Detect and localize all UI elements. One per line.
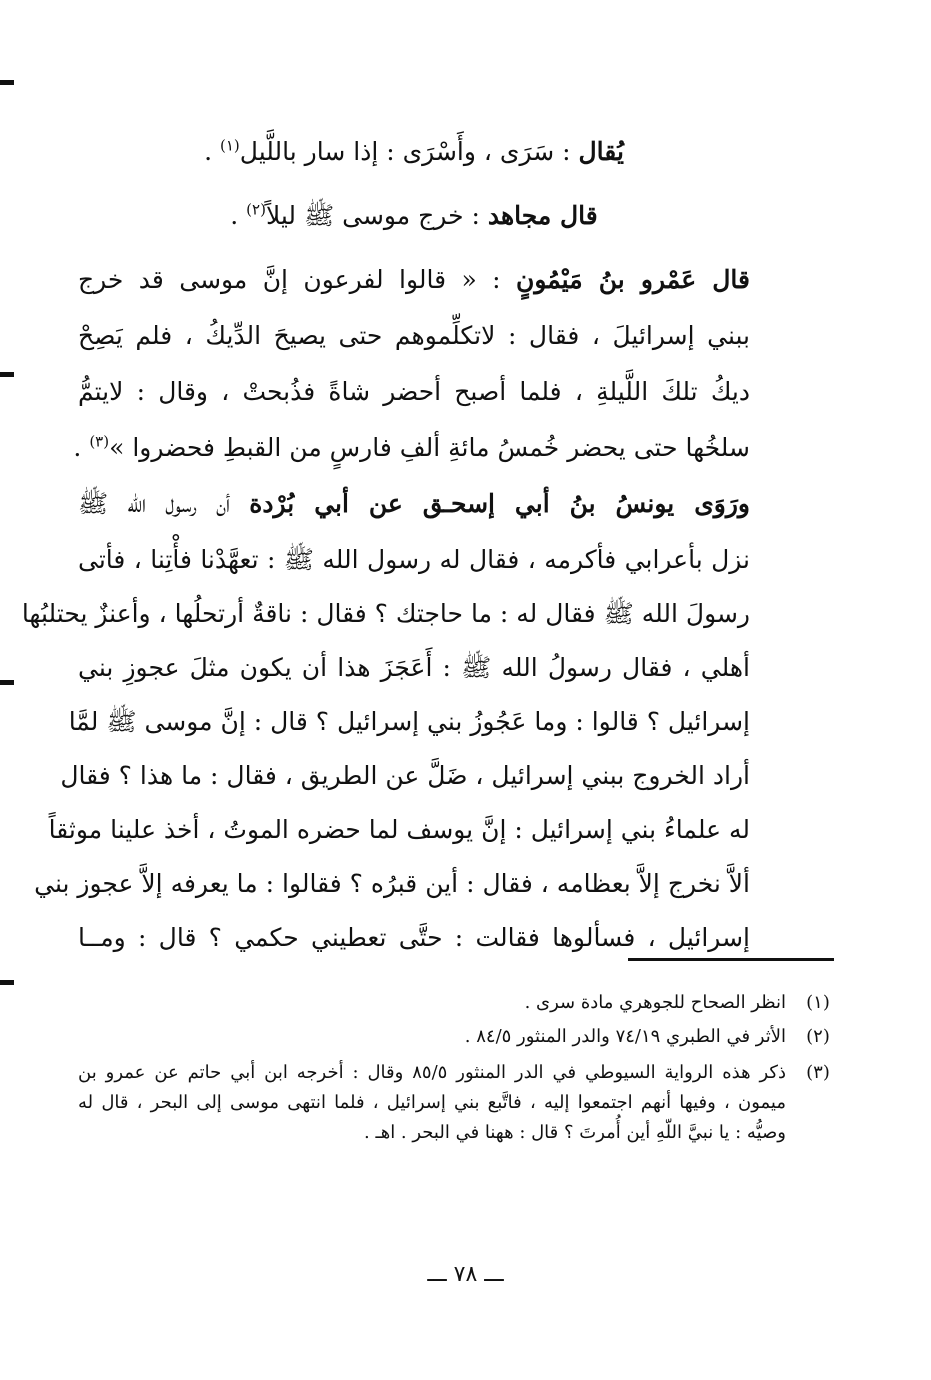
line-text: ديكُ تلكَ اللَّيلةِ ، فلما أصبح أحضر شاةً فذُبحتْ ، وقال : لايتمُّ — [78, 377, 750, 406]
body-line — [78, 918, 750, 958]
footnote-line: الأثر في الطبري ٧٤/١٩ والدر المنثور ٨٤/٥ . — [464, 1026, 786, 1047]
line-text: أن رسول الله ﷺ — [78, 489, 250, 518]
line-text: له علماءُ بني إسرائيل : إنَّ يوسف لما حضره الموتُ ، أخذ علينا موثقاً — [48, 815, 750, 844]
footnote-line: انظر الصحاح للجوهري مادة سرى . — [524, 992, 786, 1013]
footnote-line: ذكر هذه الرواية السيوطي في الدر المنثور ٨٥/٥ وقال : أخرجه ابن أبي حاتم عن عمرو بن — [78, 1062, 786, 1083]
footnote-2 — [78, 1022, 838, 1058]
body-line — [34, 864, 750, 904]
body-line — [78, 648, 750, 688]
footnote-text — [78, 988, 786, 1018]
footnote-text — [78, 1058, 786, 1148]
line-text: إسرائيل ، فسألوها فقالت : حتَّى تعطيني حكمي ؟ قال : ومــا — [78, 923, 750, 952]
footnote-ref: (١) — [220, 136, 240, 155]
footnote-number: (٣) — [806, 1062, 830, 1083]
footnote-1 — [78, 988, 838, 1022]
line-text: : خرج موسى ﷺ ليلاً — [265, 201, 488, 230]
line-bold: يُقال — [578, 137, 624, 166]
body-line — [78, 260, 750, 300]
footnote-line: وصيُّه : يا نبيَّ اللّهِ أين أُمرتَ ؟ قال : ههنا في البحر . اهـ . — [364, 1122, 786, 1143]
line-text: سلخُها حتى يحضر خُمسُ مائةِ ألفِ فارسٍ من القبطِ فحضروا » — [109, 433, 750, 462]
line-text: أهلي ، فقال رسولُ الله ﷺ : أَعَجَزَ هذا أن يكون مثلَ عجوزِ بني — [78, 653, 750, 682]
body-line — [60, 756, 750, 796]
line-text: ببني إسرائيلَ ، فقال : لاتكلِّموهم حتى يصيحَ الدِّيكُ ، فلم يَصِحْ — [78, 321, 750, 350]
footnote-line: ميمون ، وفيها أنهم اجتمعوا إليه ، فاتَّبع بني إسرائيل ، فلما انتهى موسى إلى البحر ، قال له — [78, 1092, 786, 1113]
line-text: رسولَ الله ﷺ فقال له : ما حاجتك ؟ فقال : ناقةٌ أرتحلُها ، وأعنزٌ يحتلبُها — [21, 599, 750, 628]
page-edge-mark — [0, 980, 14, 985]
line-bold: ورَوَى يونسُ بنُ أبي إسحـق عن أبي بُرْدة — [249, 489, 750, 518]
footnotes — [78, 988, 838, 1148]
page-number: ـــ ٧٨ ـــ — [427, 1262, 504, 1287]
body-line — [78, 540, 750, 580]
footnote-ref: (٢) — [246, 200, 266, 219]
footnote-number: (١) — [806, 992, 830, 1013]
line-text: ألاَّ نخرج إلاَّ بعظامه ، فقال : أين قبرُه ؟ فقالوا : ما يعرفه إلاَّ عجوز بني — [34, 869, 750, 898]
page-edge-mark — [0, 80, 14, 85]
line-bold: قال عَمْرو بنُ مَيْمُونٍ — [515, 265, 750, 294]
body-line — [68, 702, 750, 742]
line-text: : سَرَى ، وأَسْرَى : إذا سار باللَّيل — [239, 137, 579, 166]
line-text: : « قالوا لفرعون إنَّ موسى قد خرج — [78, 265, 516, 294]
footnote-ref: (٣) — [89, 432, 110, 451]
body-line — [48, 810, 750, 850]
body-line — [73, 428, 750, 468]
line-text: إسرائيل ؟ قالوا : وما عَجُوزُ بني إسرائيل ؟ قال : إنَّ موسى ﷺ لمَّا — [68, 707, 750, 736]
footnote-3 — [78, 1058, 838, 1148]
body-line — [21, 594, 750, 634]
line-tail: . — [230, 201, 247, 230]
body-line — [78, 484, 750, 524]
line-text: أراد الخروج ببني إسرائيل ، ضَلَّ عن الطريق ، فقال : ما هذا ؟ فقال — [60, 761, 750, 790]
line-tail: . — [73, 433, 90, 462]
footnote-text — [78, 1022, 786, 1052]
page-edge-mark — [0, 680, 14, 685]
body-line — [78, 196, 750, 236]
line-text: نزل بأعرابي فأكرمه ، فقال له رسول الله ﷺ : تعهَّدْنا فأْتِنا ، فأتى — [78, 545, 750, 574]
body-line — [78, 316, 750, 356]
line-bold: قال مجاهد — [487, 201, 598, 230]
footnote-separator — [628, 958, 834, 961]
body-line — [78, 372, 750, 412]
body-line — [78, 132, 750, 172]
page-edge-mark — [0, 372, 14, 377]
line-tail: . — [204, 137, 220, 166]
footnote-number: (٢) — [806, 1026, 830, 1047]
